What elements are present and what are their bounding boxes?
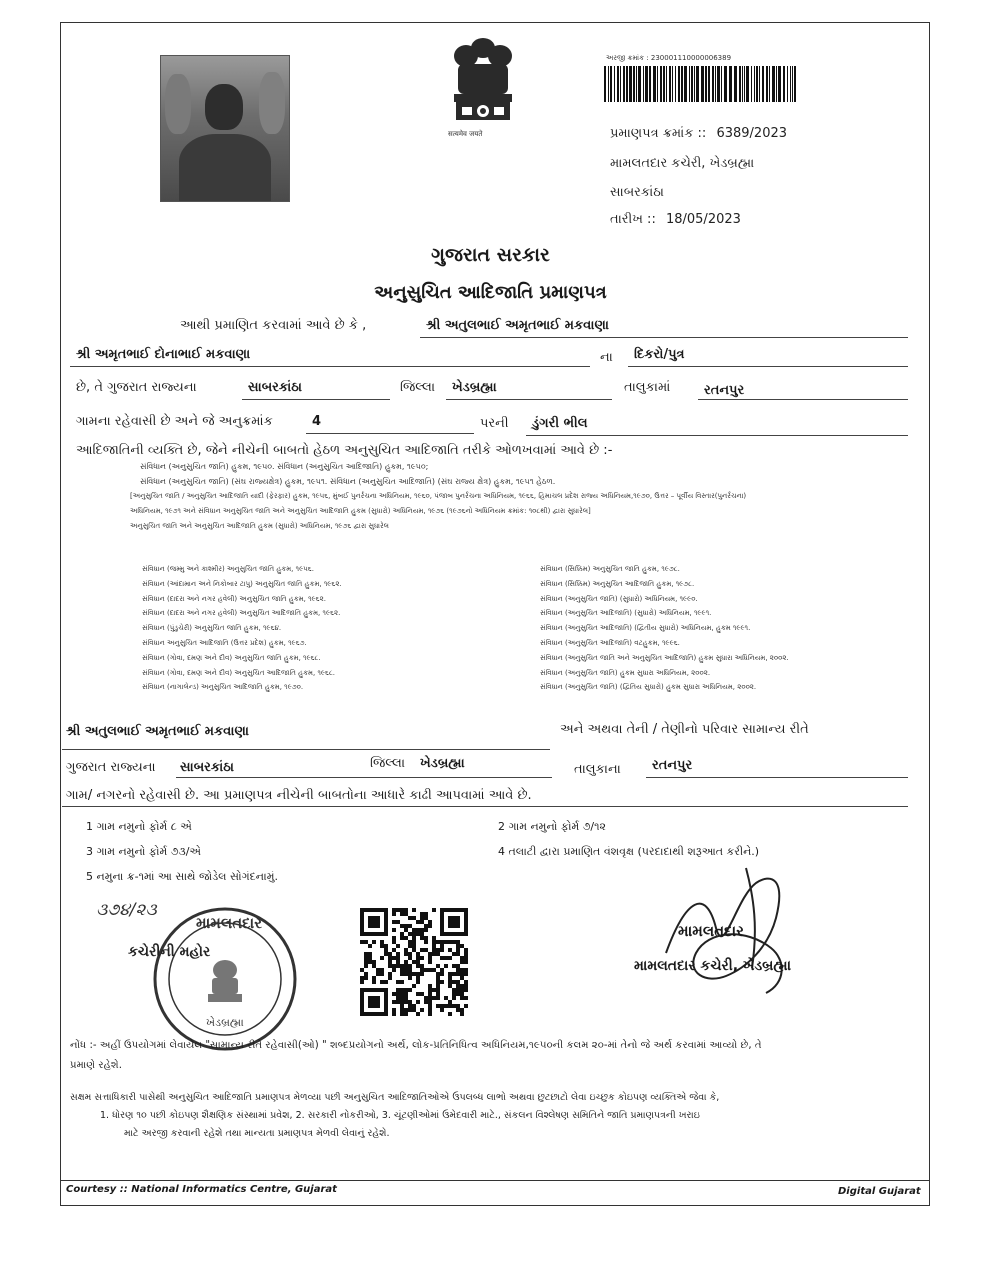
order-item: સંવિધાન (અનુસુચિત જાતિ) (સુધારો) અધિનિયમ, ૧૯૯૦. xyxy=(540,594,698,603)
applicant-photo xyxy=(160,55,290,202)
order-item: સંવિધાન (અનુસુચિત જાતિ) હુકમ સુધારા અધિનિયમ, ૨૦૦૨. xyxy=(540,668,711,677)
order-item: સંવિધાન (અનુસુચિત આદિજાતિ) (સુધારો) અધિનિયમ, ૧૯૯૧. xyxy=(540,609,712,618)
taluka-value: ખેડબ્રહ્મા xyxy=(452,380,497,395)
footer-courtesy: Courtesy :: National Informatics Centre, Gujarat xyxy=(66,1184,337,1195)
na-label: ના xyxy=(600,350,613,365)
document-item: 5 નમુના ક્ર-૧માં આ સાથે જોડેલ સોગંદનામું. xyxy=(86,870,278,883)
document-item: 1 ગામ નમુનો ફોર્મ ૮ એ xyxy=(86,820,192,833)
signatory-office: મામલતદાર કચેરી, ખેડબ્રહ્મા xyxy=(634,958,792,974)
tribe-line: આદિજાતિની વ્યક્તિ છે, જેને નીચેની બાબતો હેઠળ અનુસુચિત આદિજાતિ તરીકે ઓળખવામાં આવે છે :- xyxy=(76,443,613,458)
order-line: અધિનિયમ, ૧૯૭૧ અને સંવિધાન અનુસુચિત જાતિ અને અનુસુચિત આદિજાતિ હુકમ (સુધારો) અધિનિયમ, ૧૯૭૬ (૧૯૭૬નો અધિનિયમ ક્રમાંક: ૧૦૮થી) દ્વારા સુધારેલ] xyxy=(130,507,591,515)
order-item: સંવિધાન (ગોવા, દમણ અને દીવ) અનુસુચિત જાતિ હુકમ, ૧૯૬૮. xyxy=(142,653,321,662)
order-line: સંવિધાન (અનુસુચિત જાતિ) (સંઘ રાજ્યક્ષેત્ર) હુકમ, ૧૯૫૧. સંવિધાન (અનુસુચિત આદિજાતિ) (સંઘ રાજ્ય ક્ષેત્ર) હુકમ, ૧૯૫૧ હેઠળ. xyxy=(140,477,556,486)
village-value: રતનપુર xyxy=(704,383,745,398)
note-line: પ્રમાણે રહેશે. xyxy=(70,1060,123,1071)
order-item: સંવિધાન (દાદરા અને નગર હવેલી) અનુસુચિત જાતિ હુકમ, ૧૯૬૨. xyxy=(142,594,326,603)
order-item: સંવિધાન (નાગાલેન્ડ) અનુસુચિત આદિજાતિ હુકમ, ૧૯૭૦. xyxy=(142,683,304,692)
tribe-name: ડુંગરી ભીલ xyxy=(532,416,588,431)
father-name: શ્રી અમૃતભાઈ દોનાભાઈ મકવાણા xyxy=(76,347,251,362)
document-item: 2 ગામ નમુનો ફોર્મ ૭/૧૨ xyxy=(498,820,606,833)
application-number: અરજી ક્રમાંક : 230001110000006389 xyxy=(606,54,732,62)
par-label: પરની xyxy=(480,416,509,431)
family-taluka-label: તાલુકાના xyxy=(574,762,621,777)
government-title: ગુજરાત સરકાર xyxy=(431,244,550,266)
state-text: છે, તે ગુજરાત રાજ્યના xyxy=(76,380,197,395)
certify-intro: આથી પ્રમાણિત કરવામાં આવે છે કે , xyxy=(180,318,367,333)
applicant-name: શ્રી અતુલભાઈ અમૃતભાઈ મકવાણા xyxy=(426,318,609,333)
relation: દિકરો/પુત્ર xyxy=(634,347,685,362)
certificate-number: 6389/2023 xyxy=(716,126,788,141)
serial-number: 4 xyxy=(312,414,322,429)
seal-top-text: મામલતદાર xyxy=(196,914,262,932)
family-resident-text: ગામ/ નગરનો રહેવાસી છે. આ પ્રમાણપત્ર નીચેની બાબતોના આધારે કાઢી આપવામાં આવે છે. xyxy=(66,788,532,803)
state-emblem-icon xyxy=(442,34,524,130)
issuing-district: સાબરકાંઠા xyxy=(610,185,664,200)
orders-right-column xyxy=(540,562,789,695)
seal-middle-text: કચેરીની મહોર xyxy=(128,944,211,960)
order-line: સંવિધાન (અનુસુચિત જાતિ) હુકમ, ૧૯૫૦. સંવિધાન (અનુસુચિત આદિજાતિ) હુકમ, ૧૯૫૦; xyxy=(140,462,429,471)
order-item: સંવિધાન (ગોવા, દમણ અને દીવ) અનુસુચિત આદિજાતિ હુકમ, ૧૯૬૮. xyxy=(142,668,336,677)
order-line: [અનુસુચિત જાતિ / અનુસુચિત આદિજાતિ યાદી (ફેરફાર) હુકમ, ૧૯૫૬, મુંબઈ પુનર્રચના અધિનિયમ, ૧૯૬૦, પંજાબ પુનર્રચના અધિનિયમ, ૧૯૬૬, હિમાચલ પ્રદેશ રાજ્ય અધિનિયમ,૧૯૭૦, ઉત્તર – પૂર્વીય વિસ્તાર(પુનર્રચના) xyxy=(130,492,747,500)
order-item: સંવિધાન (દાદરા અને નગર હવેલી) અનુસુચિત આદિજાતિ હુકમ, ૧૯૬૨. xyxy=(142,609,341,618)
order-item: સંવિધાન (સિક્કિમ) અનુસુચિત આદિજાતિ હુકમ, ૧૯૭૮. xyxy=(540,579,695,588)
family-district: સાબરકાંઠા xyxy=(180,760,234,775)
date-label: તારીખ :: xyxy=(610,212,656,227)
family-taluka: ખેડબ્રહ્મા xyxy=(420,756,465,771)
family-text: અને અથવા તેની / તેણીનો પરિવાર સામાન્ય રીતે xyxy=(560,722,809,737)
order-item: સંવિધાન (આંદામાન અને નિકોબાર ટાપુ) અનુસુચિત જાતિ હુકમ, ૧૯૬૨. xyxy=(142,579,342,588)
note-line: 1. ધોરણ ૧૦ પછી કોઇપણ શૈક્ષણિક સંસ્થામાં પ્રવેશ, 2. સરકારી નોકરીઓ, 3. ચૂંટણીઓમાં ઉમેદવારી માટે., સંકલન વિશ્લેષણ સમિતિને જાતિ પ્રમાણપત્રની ખરાઇ xyxy=(100,1110,700,1121)
note-line: સક્ષમ સત્તાધિકારી પાસેથી અનુસુચિત આદિજાતિ પ્રમાણપત્ર મેળવ્યા પછી અનુસુચિત આદિજાતિઓએ ઉપલબ્ધ લાભો અથવા છુટછાટો લેવા ઇચ્છુક કોઇપણ વ્યક્તિએ જેવા કે, xyxy=(70,1092,720,1103)
issue-date: 18/05/2023 xyxy=(665,212,741,227)
barcode xyxy=(604,66,800,102)
handwritten-number: ૩૭૪/૨૩ xyxy=(96,900,157,920)
orders-left-column xyxy=(142,562,342,695)
document-item: 3 ગામ નમુનો ફોર્મ ૭૩/એ xyxy=(86,845,202,858)
order-item: સંવિધાન (અનુસુચિત જાતિ અને અનુસુચિત આદિજાતિ) હુકમ સુધારા અધિનિયમ, ૨૦૦૨. xyxy=(540,653,789,662)
family-village: રતનપુર xyxy=(652,758,693,773)
district-label: જિલ્લા xyxy=(400,380,436,395)
order-item: સંવિધાન (અનુસુચિત આદિજાતિ) વટહુકમ, ૧૯૯૬. xyxy=(540,638,680,647)
document-item: 4 તલાટી દ્વારા પ્રમાણિત વંશવૃક્ષ (પરદાદાથી શરૂઆત કરીને.) xyxy=(498,845,760,858)
qr-code xyxy=(360,908,468,1016)
certificate-number-label: પ્રમાણપત્ર ક્રમાંક :: xyxy=(610,126,707,141)
note-line: નોંધ :- અહીં ઉપયોગમાં લેવાયેલ "સામાન્ય રીતે રહેવાસી(ઓ) " શબ્દપ્રયોગનો અર્થ, લોક-પ્રતિનિધિત્વ અધિનિયમ,૧૯૫૦ની કલમ ૨૦-માં તેનો જે અર્થ કરવામાં આવ્યો છે, તે xyxy=(70,1040,762,1051)
district-value: સાબરકાંઠા xyxy=(248,380,302,395)
order-line: અનુસુચિત જાતિ અને અનુસુચિત આદિજાતિ હુકમ (સુધારો) અધિનિયમ, ૧૯૭૬ દ્વારા સુધારેલ xyxy=(130,522,389,530)
resident-text: ગામના રહેવાસી છે અને જે અનુક્રમાંક xyxy=(76,414,273,429)
order-item: સંવિધાન (અનુસુચિત આદિજાતિ) (દ્વિતીય સુધારો) અધિનિયમ, હુકમ ૧૯૯૧. xyxy=(540,624,751,633)
note-line: માટે અરજી કરવાની રહેશે તથા માન્યતા પ્રમાણપત્ર મેળવી લેવાનું રહેશે. xyxy=(124,1128,390,1139)
family-district-label: જિલ્લા xyxy=(370,756,406,771)
emblem-motto: सत्यमेव जयते xyxy=(448,130,483,138)
taluka-label: તાલુકામાં xyxy=(624,380,671,395)
issuing-office: મામલતદાર કચેરી, ખેડબ્રહ્મા xyxy=(610,156,755,171)
family-name: શ્રી અતુલભાઈ અમૃતભાઈ મકવાણા xyxy=(66,724,249,739)
signatory-title: મામલતદાર xyxy=(678,922,744,940)
order-item: સંવિધાન (સિક્કિમ) અનુસુચિત જાતિ હુકમ, ૧૯૭૮. xyxy=(540,565,680,573)
family-state-text: ગુજરાત રાજ્યના xyxy=(66,760,156,775)
order-item: સંવિધાન (અનુસુચિત જાતિ) (દ્વિતિય સુધારો) હુકમ સુધારા અધિનિયમ, ૨૦૦૨. xyxy=(540,683,757,692)
order-item: સંવિધાન (પુંડુચેરી) અનુસુચિત જાતિ હુકમ, ૧૯૬૪. xyxy=(142,624,282,633)
order-item: સંવિધાન અનુસુચિત આદિજાતિ (ઉત્તર પ્રદેશ) હુકમ, ૧૯૬૭. xyxy=(142,638,307,647)
order-item: સંવિધાન (જમ્મુ અને કાશ્મીર) અનુસુચિત જાતિ હુકમ, ૧૯૫૬. xyxy=(142,565,314,573)
certificate-title: અનુસુચિત આદિજાતિ પ્રમાણપત્ર xyxy=(374,282,607,303)
seal-bottom-text: ખેડબ્રહ્મા xyxy=(206,1016,244,1029)
footer-brand: Digital Gujarat xyxy=(838,1186,921,1197)
